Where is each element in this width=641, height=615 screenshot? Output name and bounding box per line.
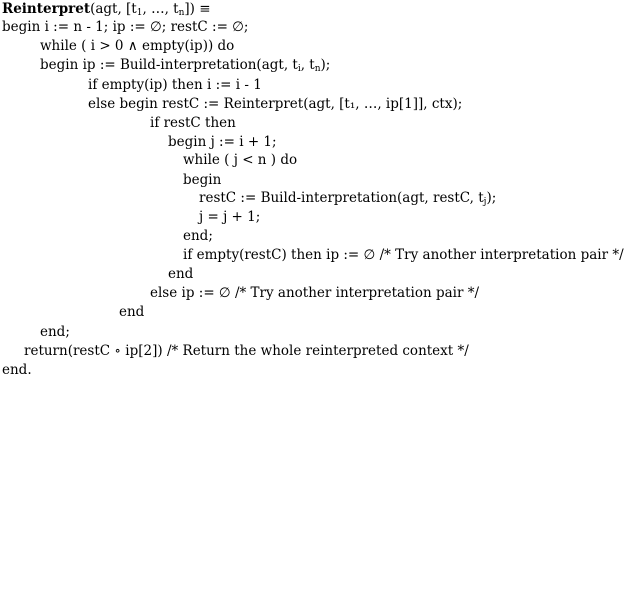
code-line-13: if empty(restC) then ip := ∅ /* Try another interpretation pair */ bbox=[183, 247, 624, 263]
code-line-10: restC := Build-interpretation(agt, restC, $t_j$); bbox=[199, 190, 497, 207]
algorithm-header: Reinterpret(agt, [$t_1$, …, $t_n$]) ≡ bbox=[2, 1, 211, 18]
code-line-11: j = j + 1; bbox=[199, 209, 261, 225]
code-line-1: begin i := n - 1; ip := ∅; restC := ∅; bbox=[2, 19, 249, 35]
code-line-7: begin j := i + 1; bbox=[168, 134, 277, 150]
code-line-12: end; bbox=[183, 228, 213, 244]
code-line-3: begin ip := Build-interpretation(agt, $t_i$, $t_n$); bbox=[40, 57, 331, 74]
code-line-9: begin bbox=[183, 172, 222, 188]
code-line-5: else begin restC := Reinterpret(agt, [t₁, …, ip[1]], ctx); bbox=[88, 96, 463, 112]
code-line-14: end bbox=[168, 266, 194, 282]
code-line-6: if restC then bbox=[150, 115, 236, 131]
code-line-2: while ( i > 0 ∧ empty(ip)) do bbox=[40, 38, 235, 54]
code-line-15: else ip := ∅ /* Try another interpretation pair */ bbox=[150, 285, 480, 301]
code-line-17: end; bbox=[40, 324, 70, 340]
code-line-16: end bbox=[119, 304, 145, 320]
code-line-18: return(restC ∘ ip[2]) /* Return the whole reinterpreted context */ bbox=[24, 343, 469, 359]
code-line-4: if empty(ip) then i := i - 1 bbox=[88, 77, 262, 93]
code-line-19: end. bbox=[2, 362, 32, 378]
code-line-8: while ( j < n ) do bbox=[183, 152, 298, 168]
function-name: Reinterpret bbox=[2, 1, 91, 17]
